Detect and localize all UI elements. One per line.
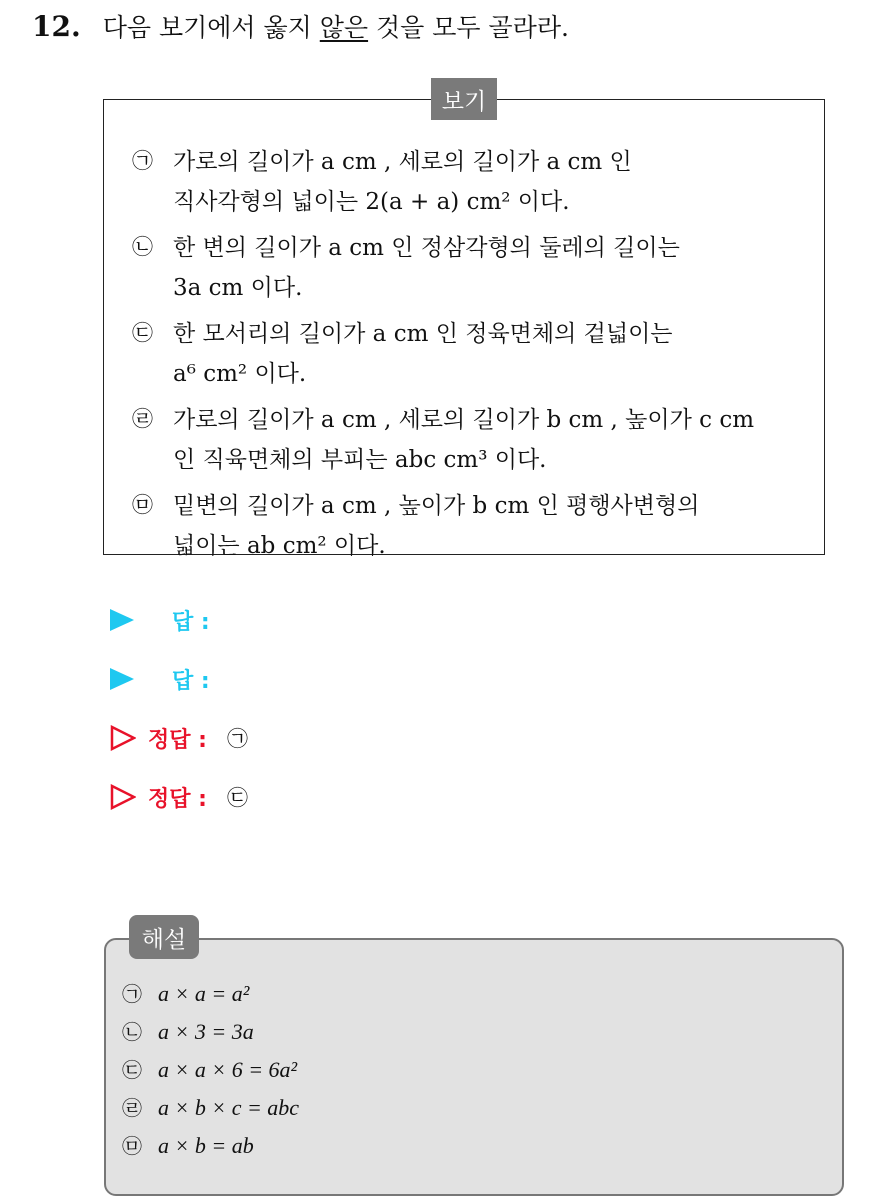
question-heading xyxy=(32,8,569,44)
explanation-lines xyxy=(122,975,299,1165)
item-text: 한 변의 길이가 a cm 인 정삼각형의 둘레의 길이는 xyxy=(173,235,680,261)
item-line xyxy=(173,268,680,308)
item-text: 한 모서리의 길이가 a cm 인 정육면체의 겉넓이는 xyxy=(173,321,673,347)
item-text: 3a cm 이다. xyxy=(173,275,303,301)
question-text-before: 다음 보기에서 옳지 xyxy=(102,13,320,42)
explanation-marker: ㉣ xyxy=(122,1096,142,1120)
correct-answer-label: 정답 : xyxy=(148,786,207,812)
item-text: a⁶ cm² 이다. xyxy=(173,361,307,387)
explanation-expr: a × b × c = abc xyxy=(158,1095,300,1120)
correct-answer-value: ㉠ xyxy=(226,727,248,751)
item-line xyxy=(173,486,699,526)
item-marker: ㉣ xyxy=(132,407,153,431)
bogi-item xyxy=(132,142,822,222)
item-text: 인 직육면체의 부피는 abc cm³ 이다. xyxy=(173,447,547,473)
explanation-expr: a × a = a² xyxy=(158,981,250,1006)
item-line xyxy=(173,228,680,268)
answer-label: 답 : xyxy=(172,609,210,635)
item-text: 직사각형의 넓이는 2(a + a) cm² 이다. xyxy=(173,189,570,215)
explanation-marker: ㉠ xyxy=(122,982,142,1006)
play-triangle-icon xyxy=(110,668,134,690)
item-text: 가로의 길이가 a cm , 세로의 길이가 b cm , 높이가 c cm xyxy=(173,407,755,433)
outline-triangle-icon xyxy=(110,784,136,810)
explanation-expr: a × b = ab xyxy=(158,1133,254,1158)
item-text: 가로의 길이가 a cm , 세로의 길이가 a cm 인 xyxy=(173,149,632,175)
explanation-marker: ㉢ xyxy=(122,1058,142,1082)
explanation-expr: a × a × 6 = 6a² xyxy=(158,1057,298,1082)
item-line xyxy=(173,526,699,566)
correct-answer-row xyxy=(110,783,248,811)
explanation-expr: a × 3 = 3a xyxy=(158,1019,254,1044)
correct-answer-label: 정답 : xyxy=(148,727,207,753)
explanation-line xyxy=(122,1013,299,1051)
explanation-marker: ㉡ xyxy=(122,1020,142,1044)
correct-answer-row xyxy=(110,724,248,752)
item-line xyxy=(173,400,754,440)
bogi-item xyxy=(132,314,822,394)
item-marker: ㉡ xyxy=(132,235,153,259)
answer-label: 답 : xyxy=(172,668,210,694)
item-text: 넓이는 ab cm² 이다. xyxy=(173,533,386,559)
explanation-line xyxy=(122,975,299,1013)
item-marker: ㉤ xyxy=(132,493,153,517)
explanation-marker: ㉤ xyxy=(122,1134,142,1158)
item-text: 밑변의 길이가 a cm , 높이가 b cm 인 평행사변형의 xyxy=(173,493,700,519)
bogi-label: 보기 xyxy=(431,78,497,120)
item-marker: ㉠ xyxy=(132,149,153,173)
explanation-line xyxy=(122,1089,299,1127)
correct-answer-value: ㉢ xyxy=(226,786,248,810)
item-line xyxy=(173,182,632,222)
item-line xyxy=(173,314,673,354)
explanation-label: 해설 xyxy=(129,915,199,959)
bogi-item xyxy=(132,400,822,480)
question-text-after: 것을 모두 골라라. xyxy=(368,13,569,42)
answer-row[interactable] xyxy=(110,606,248,634)
item-line xyxy=(173,142,632,182)
explanation-line xyxy=(122,1127,299,1165)
answer-row[interactable] xyxy=(110,665,248,693)
question-underlined: 않은 xyxy=(319,13,369,42)
explanation-line xyxy=(122,1051,299,1089)
question-number: 12. xyxy=(32,10,81,43)
item-line xyxy=(173,354,673,394)
item-marker: ㉢ xyxy=(132,321,153,345)
outline-triangle-icon xyxy=(110,725,136,751)
bogi-items xyxy=(132,142,822,572)
bogi-item xyxy=(132,228,822,308)
item-line xyxy=(173,440,754,480)
answers-section xyxy=(110,606,248,842)
play-triangle-icon xyxy=(110,609,134,631)
bogi-item xyxy=(132,486,822,566)
